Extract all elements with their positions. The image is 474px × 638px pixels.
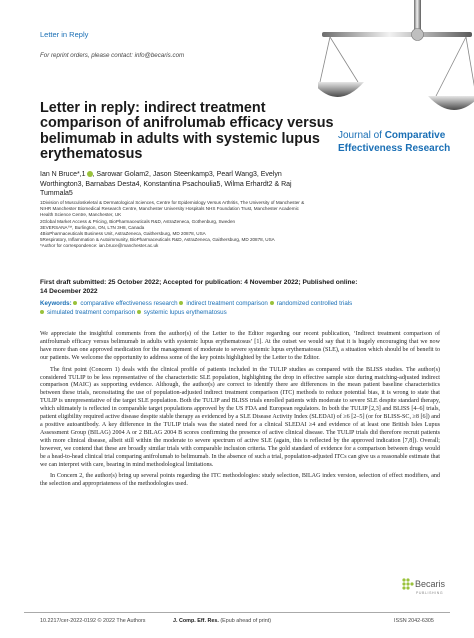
scales-illustration xyxy=(318,0,474,120)
dates-line-2: 14 December 2022 xyxy=(40,288,98,295)
keyword-text: indirect treatment comparison xyxy=(186,300,268,307)
keyword-item[interactable] xyxy=(40,309,135,316)
author-list-line2: Worthington3, Barnabas Desta4, Konstantina Psachoulia5, Wilma Erhardt2 & Raj xyxy=(40,180,292,188)
logo-brand: Becaris xyxy=(415,579,446,589)
keyword-text: simulated treatment comparison xyxy=(47,309,136,316)
affiliation-line: 4BioPharmaceuticals Business Unit, AstraZeneca, Gaithersburg, MD 20878, USA xyxy=(40,231,206,237)
article-title: Letter in reply: indirect treatment comparison of anifrolumab efficacy versus belimumab in adults with systemic lupus erythematosus xyxy=(40,100,334,163)
bullet-icon xyxy=(137,310,141,314)
keyword-item[interactable] xyxy=(179,300,268,307)
author-first: Ian N Bruce*,1 xyxy=(40,171,86,178)
keyword-item[interactable] xyxy=(270,300,353,307)
author-list-line3: Tummala5 xyxy=(40,190,73,198)
footer-status: (Epub ahead of print) xyxy=(218,618,271,624)
author-list-rest: , Sarowar Golam2, Jason Steenkamp3, Pearl Wang3, Evelyn xyxy=(92,171,282,178)
section-label: Letter in Reply xyxy=(40,30,89,39)
keyword-item[interactable] xyxy=(137,309,227,316)
affiliation-line: 3EVERSANA™, Burlington, ON, L7N 3H8, Canada xyxy=(40,224,145,230)
keyword-text: randomized controlled trials xyxy=(276,300,353,307)
affiliation-line: Health Science Centre, Manchester, UK xyxy=(40,212,122,218)
keyword-item[interactable] xyxy=(73,300,177,307)
bullet-icon xyxy=(179,301,183,305)
journal-name xyxy=(338,130,468,155)
journal-name-bold-2: Effectiveness Research xyxy=(338,142,451,154)
body-paragraph: In Concern 2, the author(s) bring up several points regarding the ITC methodologies: study selection, BILAG index version, selection of effect modifiers, and the selection and appropriateness of the methodologies used. xyxy=(40,473,440,488)
affiliation-line: NIHR Manchester Biomedical Research Centre, Manchester University Hospitals NHS Foundation Trust, Manchester Academic xyxy=(40,206,299,212)
reprint-note: For reprint orders, please contact: info@becaris.com xyxy=(40,52,185,59)
footer-journal xyxy=(173,618,271,624)
keyword-text: systemic lupus erythematosus xyxy=(143,309,227,316)
body-paragraph: We appreciate the insightful comments from the author(s) of the Letter to the Editor regarding our recent publication, ‘Indirect treatment comparison of anifrolumab efficacy versus belimumab in adults with systemic lupus erythematosus’ [1]. At the outset we would say that it is hugely encouraging that we now have more than one approved medication for the management of moderate to severe systemic lupus erythematosus (SLE), a situation which should be of benefit to our patients. We welcome the opportunity to address some of the key points highlighted by the Letter to the Editor. xyxy=(40,331,440,361)
keywords-label: Keywords: xyxy=(40,300,72,307)
article-body xyxy=(40,331,440,493)
publication-dates xyxy=(40,278,440,296)
correspondence-line: *Author for correspondence: ian.bruce@manchester.ac.uk xyxy=(40,243,159,249)
journal-name-bold: Comparative xyxy=(384,130,446,141)
author-list xyxy=(40,170,340,199)
bullet-icon xyxy=(73,301,77,305)
affiliation-line: 5Respiratory, Inflammation & Autoimmunity, BioPharmaceuticals R&D, AstraZeneca, Gaithersburg, MD 20878, USA xyxy=(40,237,275,243)
bullet-icon xyxy=(40,310,44,314)
logo-tagline: PUBLISHING xyxy=(416,591,444,595)
journal-name-part: Journal of xyxy=(338,130,385,141)
body-paragraph: The first point (Concern 1) deals with the clinical profile of patients included in the TULIP studies as compared with the BLISS studies. The author(s) considered TULIP to be less representative of the characteristic SLE population, highlighting the drop in effective sample size during matching-adjusted indirect comparison (MAIC) as supporting evidence. Although, the author(s) are correct to identify there are differences in the mean patient baseline characteristics between these trials, necessitating the use of population-adjusted indirect treatment comparison (ITC) methods to reduce potential bias, it is wrong to state that TULIP is unrepresentative of the target SLE population. Both the TULIP and BLISS trials enrolled patients with moderate to severe SLE despite standard therapy, which ultimately is reflected in comparable target populations approved by the US FDA and European regulators. In both the TULIP [2,3] and BLISS [4–6] trials, patient eligibility required active disease despite stable therapy as evidenced by a SLE Disease Activity Index (SLEDAI) of ≥6 [2–5] (or for BLISS-SC, ≥8 [6]) and a positive autoantibody. A key difference in the TULIP trials was the stated need for a clinical SLEDAI ≥4 and evidence of at least one British Isles Lupus Assessment Group (BILAG) 2004 A or 2 BILAG 2004 B scores confirming the presence of active clinical disease. The TULIP trials did therefore recruit patients with more clinical disease, albeit still within the moderate to severe spectrum of active SLE (again, this is reflected by the approved indication [7,8]). Overall; however, we contend that these are broadly similar trials with comparable inclusion criteria. The gold standard of evidence for a comparison between drugs would be a head-to-head clinical trial comparing anifrolumab to belimumab. In the absence of such a trial, population-adjusted ITCs can give us a reasonable estimate that we can interpret with care, bearing in mind methodological limitations. xyxy=(40,366,440,468)
footer-divider xyxy=(24,612,450,613)
bullet-icon xyxy=(270,301,274,305)
footer-issn: ISSN 2042-6305 xyxy=(394,618,434,624)
affiliations xyxy=(40,200,340,250)
affiliation-line: 2Global Market Access & Pricing, BioPharmaceuticals R&D, AstraZeneca, Gothenburg, Sweden xyxy=(40,218,236,224)
keyword-text: comparative effectiveness research xyxy=(80,300,178,307)
becaris-logo xyxy=(400,575,450,601)
dates-line-1: First draft submitted: 25 October 2022; Accepted for publication: 4 November 2022; Published online: xyxy=(40,279,358,286)
footer-doi[interactable]: 10.2217/cer-2022-0192 © 2022 The Authors xyxy=(40,618,146,624)
keywords xyxy=(40,299,440,317)
affiliation-line: 1Division of Musculoskeletal & Dermatological Sciences, Centre for Epidemiology Versus Arthritis, The University of Manchester & xyxy=(40,200,305,205)
footer-journal-abbrev: J. Comp. Eff. Res. xyxy=(173,618,219,624)
